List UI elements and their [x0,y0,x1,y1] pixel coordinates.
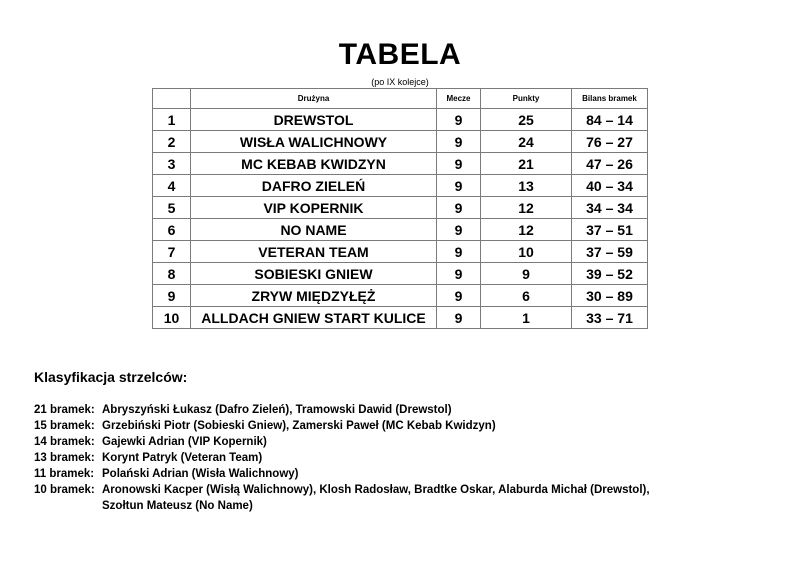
row-games: 9 [437,263,481,285]
row-position: 9 [153,285,191,307]
row-team: VETERAN TEAM [191,241,437,263]
scorer-names: Korynt Patryk (Veteran Team) [102,452,263,464]
scorer-names: Aronowski Kacper (Wisłą Walichnowy), Klosh Radosław, Bradtke Oskar, Alaburda Michał (Drewstol), [102,484,650,496]
scorer-goal-count: 21 bramek: [34,404,95,416]
scorer-line [34,482,774,498]
row-points: 21 [481,153,572,175]
header-games: Mecze [437,89,481,109]
row-position: 1 [153,109,191,131]
table-row [153,219,648,241]
row-goal-balance: 34 – 34 [572,197,648,219]
row-position: 6 [153,219,191,241]
row-goal-balance: 40 – 34 [572,175,648,197]
row-goal-balance: 30 – 89 [572,285,648,307]
row-goal-balance: 47 – 26 [572,153,648,175]
row-games: 9 [437,153,481,175]
row-points: 25 [481,109,572,131]
scorer-line [34,466,774,482]
row-points: 9 [481,263,572,285]
scorer-line [34,434,774,450]
row-team: NO NAME [191,219,437,241]
header-goal-balance: Bilans bramek [572,89,648,109]
scorer-names: Abryszyński Łukasz (Dafro Zieleń), Tramowski Dawid (Drewstol) [102,404,452,416]
row-position: 4 [153,175,191,197]
scorer-line [34,418,774,434]
row-goal-balance: 33 – 71 [572,307,648,329]
row-goal-balance: 84 – 14 [572,109,648,131]
scorer-names: Gajewki Adrian (VIP Kopernik) [102,436,267,448]
row-team: SOBIESKI GNIEW [191,263,437,285]
scorer-goal-count: 14 bramek: [34,436,95,448]
row-team: VIP KOPERNIK [191,197,437,219]
row-position: 8 [153,263,191,285]
row-points: 12 [481,197,572,219]
row-team: ZRYW MIĘDZYŁĘŻ [191,285,437,307]
table-row [153,263,648,285]
scorers-heading: Klasyfikacja strzelców: [34,369,188,385]
row-position: 2 [153,131,191,153]
row-goal-balance: 76 – 27 [572,131,648,153]
scorer-goal-count: 15 bramek: [34,420,95,432]
header-points: Punkty [481,89,572,109]
row-games: 9 [437,285,481,307]
table-row [153,131,648,153]
scorer-line-continuation: Szołtun Mateusz (No Name) [102,500,253,512]
scorer-goal-count: 13 bramek: [34,452,95,464]
table-row [153,175,648,197]
row-goal-balance: 39 – 52 [572,263,648,285]
row-goal-balance: 37 – 59 [572,241,648,263]
row-points: 24 [481,131,572,153]
table-row [153,241,648,263]
header-position [153,89,191,109]
scorer-names: Grzebiński Piotr (Sobieski Gniew), Zamerski Paweł (MC Kebab Kwidzyn) [102,420,496,432]
row-games: 9 [437,241,481,263]
scorer-goal-count: 11 bramek: [34,468,95,480]
header-team: Drużyna [191,89,437,109]
page-subtitle: (po IX kolejce) [371,77,429,87]
row-games: 9 [437,175,481,197]
row-points: 13 [481,175,572,197]
row-team: WISŁA WALICHNOWY [191,131,437,153]
row-games: 9 [437,307,481,329]
row-team: DAFRO ZIELEŃ [191,175,437,197]
scorer-goal-count: 10 bramek: [34,484,95,496]
row-position: 3 [153,153,191,175]
scorer-line [34,402,774,418]
table-row [153,153,648,175]
table-row [153,307,648,329]
row-position: 7 [153,241,191,263]
row-games: 9 [437,197,481,219]
row-points: 6 [481,285,572,307]
row-team: DREWSTOL [191,109,437,131]
scorers-list [34,402,774,514]
standings-table [152,88,648,329]
row-games: 9 [437,131,481,153]
row-points: 10 [481,241,572,263]
row-points: 1 [481,307,572,329]
table-row [153,109,648,131]
row-team: ALLDACH GNIEW START KULICE [191,307,437,329]
row-team: MC KEBAB KWIDZYN [191,153,437,175]
row-games: 9 [437,109,481,131]
row-points: 12 [481,219,572,241]
table-row [153,197,648,219]
table-row [153,285,648,307]
row-games: 9 [437,219,481,241]
scorer-names: Polański Adrian (Wisła Walichnowy) [102,468,299,480]
scorer-line [34,450,774,466]
row-position: 5 [153,197,191,219]
page-title: TABELA [338,38,462,71]
row-goal-balance: 37 – 51 [572,219,648,241]
table-header-row [153,89,648,109]
row-position: 10 [153,307,191,329]
